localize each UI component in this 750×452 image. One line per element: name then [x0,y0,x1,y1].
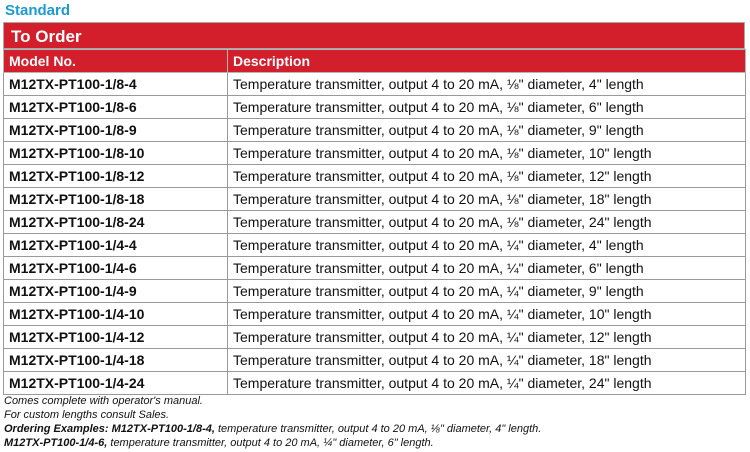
description-cell: Temperature transmitter, output 4 to 20 mA, ¼" diameter, 9" length [228,280,746,303]
column-header-description: Description [228,50,746,73]
note-ordering-example-1 [4,422,541,436]
description-cell: Temperature transmitter, output 4 to 20 mA, ⅛" diameter, 24" length [228,211,746,234]
table-row [4,303,746,326]
description-cell: Temperature transmitter, output 4 to 20 mA, ⅛" diameter, 12" length [228,165,746,188]
note-ordering-example-2 [4,436,541,450]
table-row [4,119,746,142]
table-row [4,349,746,372]
example-2-text: temperature transmitter, output 4 to 20 mA, ¼" diameter, 6" length. [107,437,434,449]
description-cell: Temperature transmitter, output 4 to 20 mA, ⅛" diameter, 9" length [228,119,746,142]
table-header-row [4,50,746,73]
description-cell: Temperature transmitter, output 4 to 20 mA, ⅛" diameter, 10" length [228,142,746,165]
table-row [4,73,746,96]
model-number-cell: M12TX-PT100-1/4-18 [4,349,228,372]
description-cell: Temperature transmitter, output 4 to 20 mA, ¼" diameter, 24" length [228,372,746,395]
description-cell: Temperature transmitter, output 4 to 20 mA, ⅛" diameter, 4" length [228,73,746,96]
table-row [4,96,746,119]
model-number-cell: M12TX-PT100-1/4-12 [4,326,228,349]
model-number-cell: M12TX-PT100-1/8-6 [4,96,228,119]
description-cell: Temperature transmitter, output 4 to 20 mA, ⅛" diameter, 18" length [228,188,746,211]
description-cell: Temperature transmitter, output 4 to 20 mA, ¼" diameter, 10" length [228,303,746,326]
description-cell: Temperature transmitter, output 4 to 20 mA, ¼" diameter, 6" length [228,257,746,280]
table-row [4,257,746,280]
table-row [4,188,746,211]
table-body [4,73,746,395]
model-number-cell: M12TX-PT100-1/8-18 [4,188,228,211]
note-custom-lengths: For custom lengths consult Sales. [4,409,170,421]
model-number-cell: M12TX-PT100-1/8-12 [4,165,228,188]
notes [4,394,541,450]
order-table-container [3,22,745,395]
column-header-model: Model No. [4,50,228,73]
note-manual: Comes complete with operator's manual. [4,395,203,407]
model-number-cell: M12TX-PT100-1/4-9 [4,280,228,303]
model-number-cell: M12TX-PT100-1/4-24 [4,372,228,395]
order-table [3,49,746,395]
example-1-model: M12TX-PT100-1/8-4, [111,423,215,435]
model-number-cell: M12TX-PT100-1/4-4 [4,234,228,257]
ordering-examples-label: Ordering Examples: [4,423,109,435]
model-number-cell: M12TX-PT100-1/8-9 [4,119,228,142]
description-cell: Temperature transmitter, output 4 to 20 mA, ¼" diameter, 4" length [228,234,746,257]
model-number-cell: M12TX-PT100-1/4-6 [4,257,228,280]
table-row [4,326,746,349]
description-cell: Temperature transmitter, output 4 to 20 mA, ¼" diameter, 12" length [228,326,746,349]
to-order-banner: To Order [3,22,745,49]
model-number-cell: M12TX-PT100-1/4-10 [4,303,228,326]
description-cell: Temperature transmitter, output 4 to 20 mA, ¼" diameter, 18" length [228,349,746,372]
table-row [4,372,746,395]
model-number-cell: M12TX-PT100-1/8-24 [4,211,228,234]
table-row [4,165,746,188]
table-row [4,234,746,257]
model-number-cell: M12TX-PT100-1/8-4 [4,73,228,96]
table-row [4,142,746,165]
example-1-text: temperature transmitter, output 4 to 20 mA, ⅛" diameter, 4" length. [214,423,542,435]
table-row [4,211,746,234]
description-cell: Temperature transmitter, output 4 to 20 mA, ⅛" diameter, 6" length [228,96,746,119]
model-number-cell: M12TX-PT100-1/8-10 [4,142,228,165]
table-row [4,280,746,303]
section-title: Standard [5,2,71,19]
example-2-model: M12TX-PT100-1/4-6, [4,437,108,449]
